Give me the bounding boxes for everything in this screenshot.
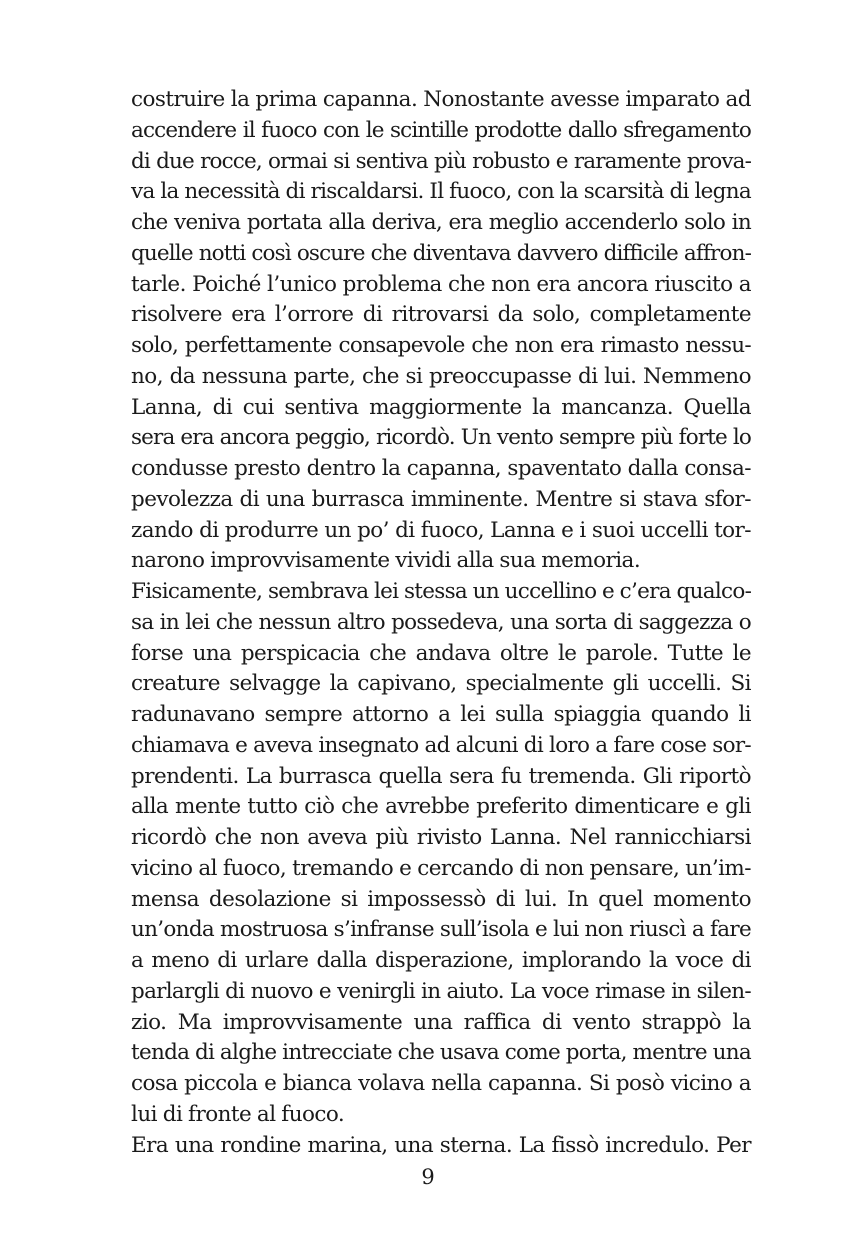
text-line: quelle notti così oscure che diventava davvero difficile affron-	[131, 240, 751, 266]
text-line: radunavano sempre attorno a lei sulla spiaggia quando li	[131, 702, 751, 727]
text-line: prendenti. La burrasca quella sera fu tremenda. Gli riportò	[131, 763, 751, 789]
text-line: chiamava e aveva insegnato ad alcuni di loro a fare cose sor-	[131, 732, 751, 758]
page-number: 9	[421, 1165, 435, 1189]
text-line: parlargli di nuovo e venirgli in aiuto. La voce rimase in silen-	[131, 978, 751, 1004]
text-line: sa in lei che nessun altro possedeva, una sorta di saggezza o	[131, 609, 751, 635]
text-line: che veniva portata alla deriva, era meglio accenderlo solo in	[131, 210, 751, 235]
text-line: tenda di alghe intrecciate che usava come porta, mentre una	[131, 1040, 751, 1066]
text-line: risolvere era l’orrore di ritrovarsi da solo, completamente	[131, 302, 751, 328]
text-line: va la necessità di riscaldarsi. Il fuoco, con la scarsità di legna	[131, 179, 751, 205]
text-line: no, da nessuna parte, che si preoccupasse di lui. Nemmeno	[131, 363, 751, 389]
text-line: di due rocce, ormai si sentiva più robusto e raramente prova-	[131, 148, 751, 174]
text-line: tarle. Poiché l’unico problema che non era ancora riuscito a	[131, 271, 751, 297]
body-text	[131, 85, 751, 1161]
text-line: lui di fronte al fuoco.	[131, 1101, 345, 1127]
text-line: alla mente tutto ciò che avrebbe preferito dimenticare e gli	[131, 794, 751, 820]
text-line: accendere il fuoco con le scintille prodotte dallo sfregamento	[131, 117, 751, 143]
text-line: un’onda mostruosa s’infranse sull’isola e lui non riuscì a fare	[131, 917, 751, 943]
text-line: Lanna, di cui sentiva maggiormente la mancanza. Quella	[131, 394, 751, 420]
text-line: cosa piccola e bianca volava nella capanna. Si posò vicino a	[131, 1071, 751, 1096]
text-line: costruire la prima capanna. Nonostante avesse imparato ad	[131, 87, 751, 112]
text-line: creature selvagge la capivano, specialmente gli uccelli. Si	[131, 671, 751, 697]
text-line: forse una perspicacia che andava oltre le parole. Tutte le	[131, 640, 751, 666]
text-line: mensa desolazione si impossessò di lui. In quel momento	[131, 886, 751, 912]
text-line: vicino al fuoco, tremando e cercando di non pensare, un’im-	[131, 855, 751, 881]
text-line: pevolezza di una burrasca imminente. Mentre si stava sfor-	[131, 486, 751, 512]
text-line: a meno di urlare dalla disperazione, implorando la voce di	[131, 948, 751, 973]
text-line: Fisicamente, sembrava lei stessa un uccellino e c’era qualco-	[131, 579, 752, 604]
text-line: condusse presto dentro la capanna, spaventato dalla consa-	[131, 456, 751, 481]
text-line: sera era ancora peggio, ricordò. Un vento sempre più forte lo	[131, 425, 751, 451]
text-line: solo, perfettamente consapevole che non era rimasto nessu-	[131, 333, 751, 358]
text-line: zio. Ma improvvisamente una raffica di vento strappò la	[131, 1009, 751, 1035]
text-line: zando di produrre un po’ di fuoco, Lanna e i suoi uccelli tor-	[131, 517, 751, 543]
text-line: ricordò che non aveva più rivisto Lanna. Nel rannicchiarsi	[131, 825, 751, 850]
text-line: Era una rondine marina, una sterna. La fissò incredulo. Per	[131, 1132, 751, 1158]
text-line: narono improvvisamente vividi alla sua memoria.	[131, 548, 641, 574]
